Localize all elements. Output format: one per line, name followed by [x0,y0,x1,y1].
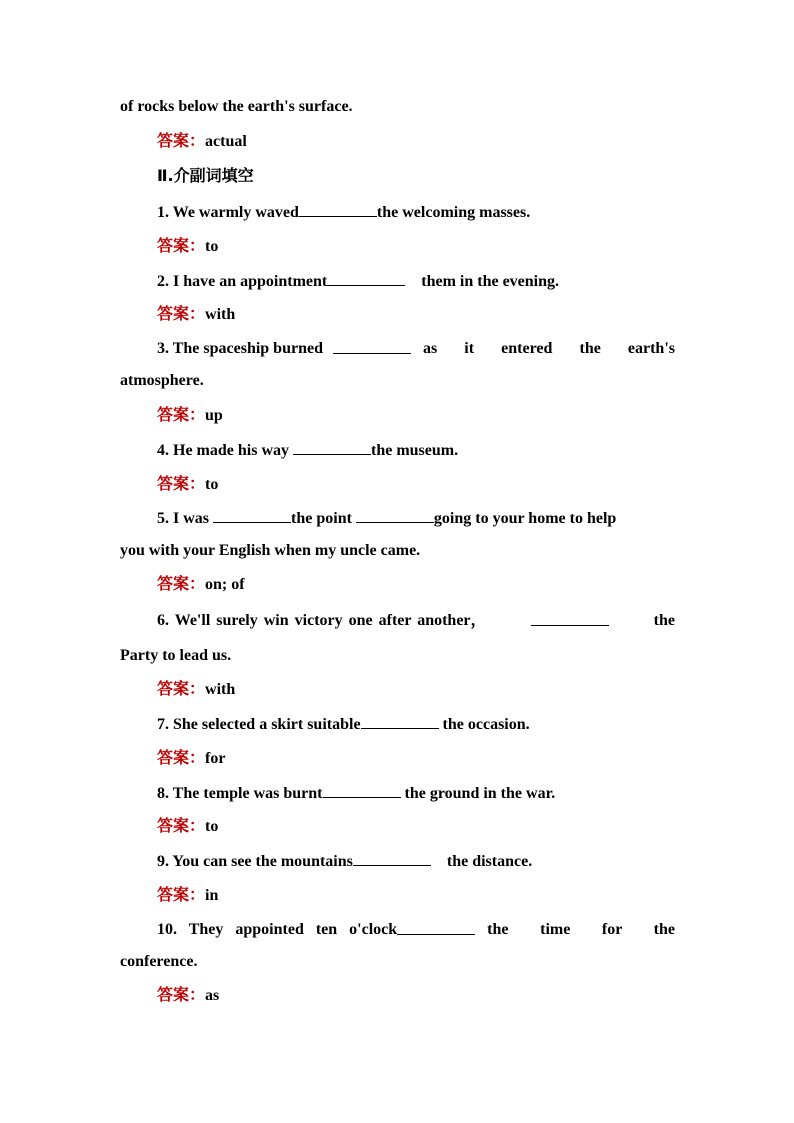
q-text: 7. She selected a skirt suitable [157,716,361,733]
q-text: the [653,612,675,629]
blank [353,851,431,866]
answer-value: up [205,407,223,424]
blank [323,783,401,798]
answer-label: 答案： [157,304,206,323]
question-4 [157,440,675,461]
answer-line [157,748,675,769]
question-3-continued: atmosphere. [120,372,204,389]
answer-line [157,885,675,906]
question-5-continued: you with your English when my uncle came. [120,542,421,559]
answer-line [157,816,675,837]
answer-value: with [205,306,236,323]
q-text: going to your home to help [433,510,617,527]
answer-label: 答案： [157,131,206,150]
q-text: 5. I was [157,510,210,527]
answer-line [157,985,675,1006]
blank [531,611,609,626]
q-text: the ground in the war. [404,785,556,802]
q-text: 8. The temple was burnt [157,785,323,802]
answer-value: on; of [205,576,245,593]
answer-value: actual [205,133,247,150]
question-6-continued: Party to lead us. [120,647,232,664]
question-5 [157,508,675,529]
blank [327,271,405,286]
continuation-line: of rocks below the earth's surface. [120,98,353,115]
blank [397,920,475,935]
question-2 [157,271,675,292]
answer-label: 答案： [157,816,206,835]
answer-label: 答案： [157,474,206,493]
answer-label: 答案： [157,748,206,767]
answer-label: 答案： [157,574,206,593]
answer-label: 答案： [157,885,206,904]
answer-line [157,405,675,426]
answer-value: to [205,818,219,835]
q-text: the occasion. [442,716,530,733]
q-text: the point [291,510,352,527]
question-8 [157,783,675,804]
q-text: 9. You can see the mountains [157,853,353,870]
question-9 [157,851,675,872]
answer-line [157,574,675,595]
q-text: 4. He made his way [157,442,289,459]
q-text: the museum. [371,442,459,459]
answer-value: as [205,987,220,1004]
q-text: the distance. [446,853,533,870]
blank [356,508,434,523]
answer-line [157,304,675,325]
answer-value: for [205,750,226,767]
q-text: 10. They appointed ten o'clock [157,921,398,938]
question-1 [157,202,675,223]
q-text: as it entered the earth's [422,340,675,357]
q-text: them in the evening. [421,273,560,290]
question-7 [157,714,675,735]
blank [361,714,439,729]
q-text: 3. The spaceship burned [157,340,323,357]
answer-label: 答案： [157,679,206,698]
section-heading: Ⅱ.介副词填空 [157,166,254,185]
answer-line [157,236,675,257]
answer-label: 答案： [157,985,206,1004]
answer-line [157,679,675,700]
answer-label: 答案： [157,405,206,424]
answer-line [157,131,675,152]
question-10-continued: conference. [120,953,198,970]
q-text: the time for the [487,921,675,938]
blank [333,339,411,354]
q-text: 1. We warmly waved [157,204,299,221]
answer-line [157,474,675,495]
answer-value: with [205,681,236,698]
question-10 [157,920,675,940]
q-text: the welcoming masses. [376,204,531,221]
answer-value: to [205,476,219,493]
blank [299,202,377,217]
answer-value: in [205,887,219,904]
blank [293,440,371,455]
q-text: 6. We'll surely win victory one after another， [157,612,487,629]
blank [213,508,291,523]
answer-label: 答案： [157,236,206,255]
answer-value: to [205,238,219,255]
q-text: 2. I have an appointment [157,273,328,290]
question-6 [157,611,675,631]
question-3 [157,339,675,359]
